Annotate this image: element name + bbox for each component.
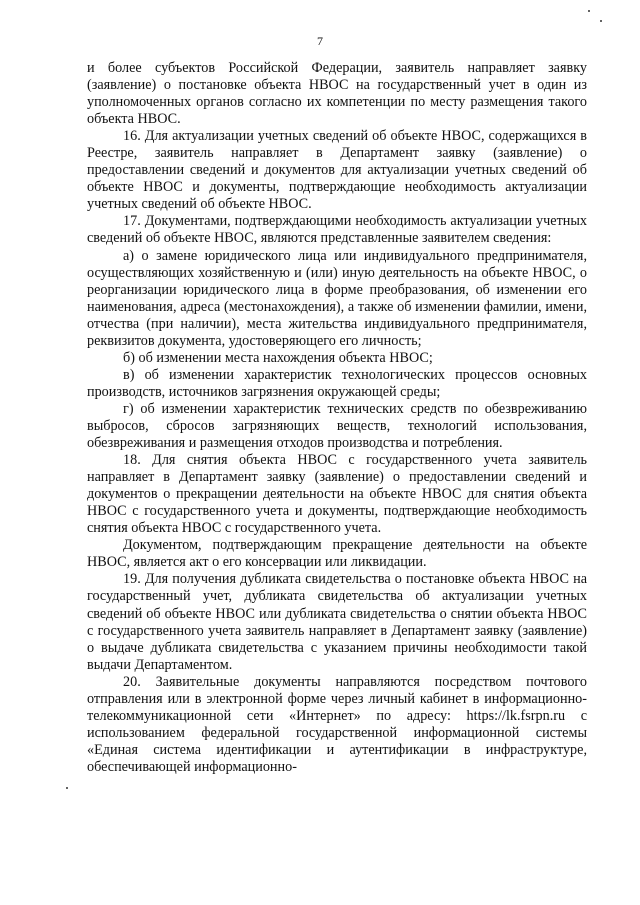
document-body [87,60,587,776]
item-b: б) об изменении места нахождения объекта НВОС; [123,349,433,366]
item-g: г) об изменении характеристик технических средств по обезвреживанию выбросов, сбросов загрязняющих веществ, технологий использования, обезвреживания и размещения отходов производства и потребления. [87,400,587,452]
scan-speck [588,10,590,12]
paragraph-continuation: и более субъектов Российской Федерации, заявитель направляет заявку (заявление) о постановке объекта НВОС на государственный учет в один из уполномоченных органов согласно их компетенции по месту размещения такого объекта НВОС. [87,60,587,128]
scan-speck [600,20,602,22]
page-number: 7 [317,34,323,48]
paragraph-19: 19. Для получения дубликата свидетельства о постановке объекта НВОС на государственный учет, дубликата свидетельства об актуализации учетных сведений об объекте НВОС или дубликата свидетельства о снятии объекта НВОС с государственного учета заявитель направляет в Департамент заявку (заявление) о выдаче дубликата свидетельства с указанием причины необходимости такой выдачи Департаментом. [87,571,587,673]
item-a: а) о замене юридического лица или индивидуального предпринимателя, осуществляющих хозяйственную и (или) иную деятельность на объекте НВОС, о реорганизации юридического лица в форме преобразования, об изменении его наименования, адреса (местонахождения), а также об изменении фамилии, имени, отчества (при наличии), места жительства индивидуального предпринимателя, реквизитов документа, удостоверяющего его личность; [87,247,587,349]
paragraph-17: 17. Документами, подтверждающими необходимость актуализации учетных сведений об объекте НВОС, являются представленные заявителем сведения: [87,213,587,247]
item-v: в) об изменении характеристик технологических процессов основных производств, источников загрязнения окружающей среды; [87,366,587,400]
paragraph-20: 20. Заявительные документы направляются посредством почтового отправления или в электронной форме через личный кабинет в информационно-телекоммуникационной сети «Интернет» по адресу: https://lk.fsrpn.ru с использованием федеральной государственной информационной системы «Единая система идентификации и аутентификации в инфраструктуре, обеспечивающей информационно- [87,673,587,775]
paragraph-16: 16. Для актуализации учетных сведений об объекте НВОС, содержащихся в Реестре, заявитель направляет в Департамент заявку (заявление) о предоставлении сведений и документов для актуализации учетных сведений об объекте НВОС и документы, подтверждающие необходимость актуализации учетных сведений об объекте НВОС. [87,128,587,213]
scan-speck [66,787,68,789]
paragraph-18: 18. Для снятия объекта НВОС с государственного учета заявитель направляет в Департамент заявку (заявление) о предоставлении сведений и документов о прекращении деятельности на объекте НВОС для снятия объекта НВОС с государственного учета и документы, подтверждающие необходимость снятия объекта НВОС с государственного учета. [87,452,587,537]
paragraph-18-note: Документом, подтверждающим прекращение деятельности на объекте НВОС, является акт о его консервации или ликвидации. [87,537,587,571]
